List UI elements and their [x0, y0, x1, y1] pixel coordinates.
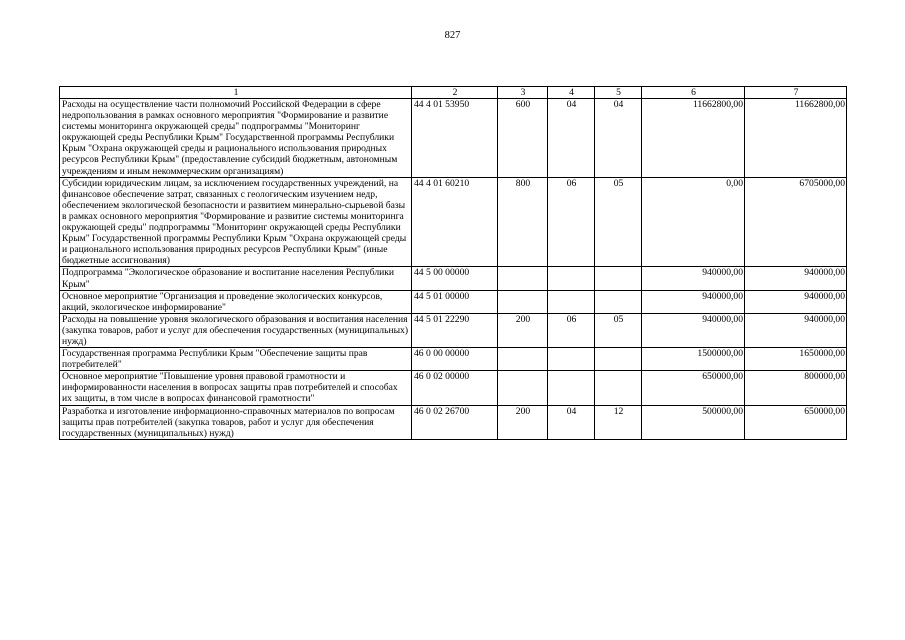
row-subsection [595, 290, 642, 313]
row-section: 06 [548, 313, 595, 347]
column-header: 6 [642, 87, 745, 99]
row-expense-type [498, 290, 548, 313]
table-header-row [60, 87, 847, 99]
table-row [60, 348, 847, 371]
row-amount-col6: 940000,00 [642, 267, 745, 290]
row-description: Субсидии юридическим лицам, за исключением государственных учреждений, на финансовое обеспечение затрат, связанных с геологическим изучением недр, обеспечением экологической безопасности и развитием минерально-сырьевой базы в рамках основного мероприятия "Формирование и развитие системы мониторинга окружающей среды" подпрограммы "Мониторинг окружающей среды Республики Крым" Государственной программы Республики Крым "Охрана окружающей среды и рационального использования природных ресурсов Республики Крым" (иные бюджетные ассигнования) [60, 177, 412, 267]
row-amount-col7: 650000,00 [745, 405, 847, 439]
row-amount-col7: 800000,00 [745, 371, 847, 405]
row-amount-col7: 11662800,00 [745, 99, 847, 178]
table-row [60, 290, 847, 313]
row-amount-col6: 11662800,00 [642, 99, 745, 178]
table-row [60, 405, 847, 439]
row-expense-type [498, 267, 548, 290]
column-header: 4 [548, 87, 595, 99]
table-row [60, 267, 847, 290]
row-section [548, 371, 595, 405]
row-description: Расходы на осуществление части полномочий Российской Федерации в сфере недропользования в рамках основного мероприятия "Формирование и развитие системы мониторинга окружающей среды" подпрограммы "Мониторинг окружающей среды Республики Крым" Государственной программы Республики Крым "Охрана окружающей среды и рационального использования природных ресурсов Республики Крым" (предоставление субсидий бюджетным, автономным учреждениям и иным некоммерческим организациям) [60, 99, 412, 178]
table-row [60, 177, 847, 267]
row-amount-col7: 940000,00 [745, 267, 847, 290]
row-code: 44 5 00 00000 [412, 267, 498, 290]
row-subsection: 12 [595, 405, 642, 439]
row-code: 44 4 01 53950 [412, 99, 498, 178]
row-expense-type [498, 348, 548, 371]
row-description: Подпрограмма "Экологическое образование и воспитание населения Республики Крым" [60, 267, 412, 290]
row-expense-type [498, 371, 548, 405]
row-section [548, 348, 595, 371]
row-description: Основное мероприятие "Повышение уровня правовой грамотности и информированности населения в вопросах защиты прав потребителей и способах их защиты, в том числе в вопросах финансовой грамотности" [60, 371, 412, 405]
row-amount-col6: 500000,00 [642, 405, 745, 439]
row-expense-type: 600 [498, 99, 548, 178]
table-row [60, 313, 847, 347]
row-subsection: 05 [595, 313, 642, 347]
table-row [60, 371, 847, 405]
row-section [548, 290, 595, 313]
row-code: 46 0 00 00000 [412, 348, 498, 371]
row-section: 06 [548, 177, 595, 267]
row-expense-type: 800 [498, 177, 548, 267]
row-section: 04 [548, 99, 595, 178]
row-code: 46 0 02 00000 [412, 371, 498, 405]
row-amount-col7: 940000,00 [745, 313, 847, 347]
row-amount-col6: 0,00 [642, 177, 745, 267]
row-subsection [595, 348, 642, 371]
row-amount-col7: 940000,00 [745, 290, 847, 313]
row-subsection: 04 [595, 99, 642, 178]
row-expense-type: 200 [498, 405, 548, 439]
column-header: 5 [595, 87, 642, 99]
row-description: Основное мероприятие "Организация и проведение экологических конкурсов, акций, экологическое информирование" [60, 290, 412, 313]
row-amount-col6: 1500000,00 [642, 348, 745, 371]
row-subsection [595, 371, 642, 405]
row-section [548, 267, 595, 290]
row-description: Расходы на повышение уровня экологического образования и воспитания населения (закупка товаров, работ и услуг для обеспечения государственных (муниципальных) нужд) [60, 313, 412, 347]
budget-table [59, 86, 847, 440]
row-amount-col6: 650000,00 [642, 371, 745, 405]
row-section: 04 [548, 405, 595, 439]
row-description: Государственная программа Республики Крым "Обеспечение защиты прав потребителей" [60, 348, 412, 371]
row-amount-col7: 1650000,00 [745, 348, 847, 371]
column-header: 2 [412, 87, 498, 99]
column-header: 7 [745, 87, 847, 99]
column-header: 3 [498, 87, 548, 99]
row-code: 44 5 01 22290 [412, 313, 498, 347]
row-subsection: 05 [595, 177, 642, 267]
row-amount-col6: 940000,00 [642, 290, 745, 313]
row-code: 44 5 01 00000 [412, 290, 498, 313]
row-subsection [595, 267, 642, 290]
table-row [60, 99, 847, 178]
row-code: 46 0 02 26700 [412, 405, 498, 439]
row-expense-type: 200 [498, 313, 548, 347]
row-amount-col6: 940000,00 [642, 313, 745, 347]
row-description: Разработка и изготовление информационно-справочных материалов по вопросам защиты прав потребителей (закупка товаров, работ и услуг для обеспечения государственных (муниципальных) нужд) [60, 405, 412, 439]
column-header: 1 [60, 87, 412, 99]
row-code: 44 4 01 60210 [412, 177, 498, 267]
page-number: 827 [444, 30, 461, 41]
row-amount-col7: 6705000,00 [745, 177, 847, 267]
